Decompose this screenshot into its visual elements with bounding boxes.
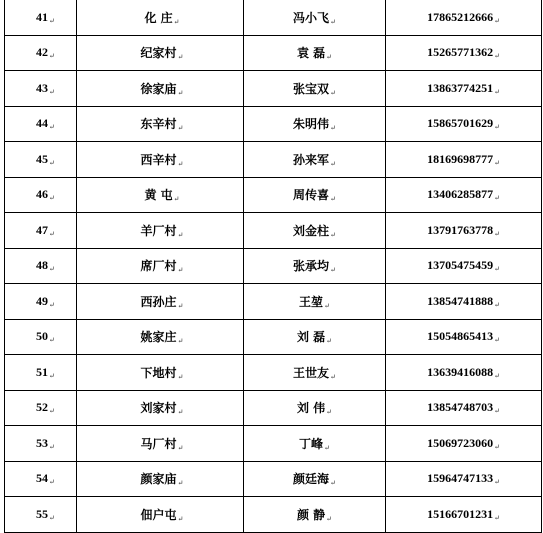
row-number-text: 45	[36, 151, 48, 166]
cell-end-mark-icon: ↵	[49, 87, 55, 96]
cell-end-mark-icon: ↵	[177, 408, 184, 417]
row-number-text: 50	[36, 329, 48, 344]
phone-text: 13705475459	[427, 258, 494, 273]
cell-end-mark-icon: ↵	[177, 301, 184, 310]
contact-name-text: 刘金柱	[293, 223, 330, 238]
village-cell	[77, 248, 244, 284]
cell-end-mark-icon: ↵	[49, 336, 55, 345]
village-text: 黄 屯	[144, 188, 173, 203]
cell-end-mark-icon: ↵	[173, 17, 180, 26]
cell-end-mark-icon: ↵	[330, 17, 336, 26]
cell-end-mark-icon: ↵	[177, 230, 184, 239]
cell-end-mark-icon: ↵	[177, 266, 184, 275]
contact-name-cell	[244, 106, 386, 142]
village-text: 佃户屯	[140, 507, 177, 522]
phone-text: 15166701231	[427, 506, 494, 521]
row-number-cell	[5, 461, 77, 497]
village-cell	[77, 497, 244, 533]
village-text: 羊厂村	[140, 223, 177, 238]
contact-name-cell	[244, 213, 386, 249]
contact-name-text: 袁 磊	[296, 46, 326, 61]
cell-end-mark-icon: ↵	[49, 229, 55, 238]
row-number-text: 53	[36, 435, 48, 450]
contact-name-text: 丁峰	[299, 436, 324, 451]
phone-cell	[386, 177, 542, 213]
cell-end-mark-icon: ↵	[326, 408, 333, 417]
phone-cell	[386, 426, 542, 462]
cell-end-mark-icon: ↵	[177, 88, 184, 97]
cell-end-mark-icon: ↵	[326, 337, 333, 346]
contact-name-cell	[244, 461, 386, 497]
phone-cell	[386, 497, 542, 533]
cell-end-mark-icon: ↵	[330, 266, 336, 275]
phone-cell	[386, 319, 542, 355]
contact-name-cell	[244, 497, 386, 533]
row-number-cell	[5, 106, 77, 142]
contact-name-text: 孙来军	[293, 152, 330, 167]
cell-end-mark-icon: ↵	[49, 16, 55, 25]
table-row	[5, 71, 542, 107]
village-cell	[77, 319, 244, 355]
contact-name-cell	[244, 71, 386, 107]
table-row	[5, 426, 542, 462]
village-text: 刘家村	[140, 401, 177, 416]
contact-table	[4, 0, 542, 533]
table-row	[5, 142, 542, 178]
contact-name-text: 张宝双	[293, 81, 330, 96]
contact-name-text: 颜 静	[296, 507, 326, 522]
row-number-cell	[5, 177, 77, 213]
cell-end-mark-icon: ↵	[330, 195, 336, 204]
row-number-cell	[5, 35, 77, 71]
cell-end-mark-icon: ↵	[330, 159, 336, 168]
cell-end-mark-icon: ↵	[330, 124, 336, 133]
phone-cell	[386, 106, 542, 142]
cell-end-mark-icon: ↵	[49, 265, 55, 274]
cell-end-mark-icon: ↵	[177, 337, 184, 346]
contact-name-cell	[244, 248, 386, 284]
phone-cell	[386, 390, 542, 426]
village-cell	[77, 284, 244, 320]
table-row	[5, 213, 542, 249]
row-number-cell	[5, 142, 77, 178]
cell-end-mark-icon: ↵	[49, 158, 55, 167]
cell-end-mark-icon: ↵	[173, 195, 180, 204]
cell-end-mark-icon: ↵	[49, 300, 55, 309]
cell-end-mark-icon: ↵	[49, 194, 55, 203]
row-number-cell	[5, 355, 77, 391]
phone-text: 13863774251	[427, 80, 494, 95]
cell-end-mark-icon: ↵	[494, 336, 500, 345]
village-cell	[77, 177, 244, 213]
phone-text: 15964747133	[427, 471, 494, 486]
row-number-cell	[5, 71, 77, 107]
contact-name-text: 王堃	[299, 294, 324, 309]
table-row	[5, 497, 542, 533]
row-number-text: 44	[36, 116, 48, 131]
row-number-text: 52	[36, 400, 48, 415]
cell-end-mark-icon: ↵	[494, 194, 500, 203]
village-text: 席厂村	[140, 259, 177, 274]
contact-name-text: 颜廷海	[293, 472, 330, 487]
cell-end-mark-icon: ↵	[177, 53, 184, 62]
village-text: 纪家村	[140, 46, 177, 61]
cell-end-mark-icon: ↵	[177, 443, 184, 452]
contact-name-text: 刘 伟	[296, 401, 326, 416]
contact-name-text: 刘 磊	[296, 330, 326, 345]
cell-end-mark-icon: ↵	[494, 407, 500, 416]
cell-end-mark-icon: ↵	[49, 52, 55, 61]
village-cell	[77, 355, 244, 391]
contact-name-text: 朱明伟	[293, 117, 330, 132]
cell-end-mark-icon: ↵	[494, 87, 500, 96]
contact-name-cell	[244, 0, 386, 35]
cell-end-mark-icon: ↵	[494, 371, 500, 380]
row-number-cell	[5, 213, 77, 249]
cell-end-mark-icon: ↵	[49, 123, 55, 132]
phone-text: 13791763778	[427, 222, 494, 237]
village-cell	[77, 0, 244, 35]
row-number-text: 54	[36, 471, 48, 486]
row-number-cell	[5, 0, 77, 35]
contact-name-cell	[244, 390, 386, 426]
phone-text: 15265771362	[427, 45, 494, 60]
contact-name-cell	[244, 426, 386, 462]
village-cell	[77, 426, 244, 462]
phone-text: 15054865413	[427, 329, 494, 344]
phone-cell	[386, 0, 542, 35]
cell-end-mark-icon: ↵	[177, 124, 184, 133]
row-number-cell	[5, 284, 77, 320]
cell-end-mark-icon: ↵	[494, 123, 500, 132]
contact-table-container	[4, 0, 541, 533]
row-number-text: 55	[36, 506, 48, 521]
village-text: 下地村	[140, 365, 177, 380]
village-cell	[77, 71, 244, 107]
village-text: 徐家庙	[140, 81, 177, 96]
village-text: 颜家庙	[140, 472, 177, 487]
village-cell	[77, 213, 244, 249]
cell-end-mark-icon: ↵	[494, 442, 500, 451]
row-number-cell	[5, 319, 77, 355]
table-row	[5, 284, 542, 320]
cell-end-mark-icon: ↵	[494, 478, 500, 487]
row-number-text: 49	[36, 293, 48, 308]
contact-name-cell	[244, 35, 386, 71]
village-cell	[77, 106, 244, 142]
cell-end-mark-icon: ↵	[49, 442, 55, 451]
row-number-text: 51	[36, 364, 48, 379]
row-number-cell	[5, 248, 77, 284]
phone-text: 13854748703	[427, 400, 494, 415]
row-number-cell	[5, 497, 77, 533]
village-cell	[77, 142, 244, 178]
row-number-cell	[5, 390, 77, 426]
phone-cell	[386, 461, 542, 497]
phone-cell	[386, 35, 542, 71]
phone-text: 15865701629	[427, 116, 494, 131]
row-number-text: 42	[36, 45, 48, 60]
phone-cell	[386, 142, 542, 178]
cell-end-mark-icon: ↵	[494, 158, 500, 167]
phone-text: 13854741888	[427, 293, 494, 308]
contact-name-cell	[244, 177, 386, 213]
cell-end-mark-icon: ↵	[494, 52, 500, 61]
phone-text: 13639416088	[427, 364, 494, 379]
table-row	[5, 319, 542, 355]
cell-end-mark-icon: ↵	[330, 88, 336, 97]
cell-end-mark-icon: ↵	[494, 229, 500, 238]
table-row	[5, 390, 542, 426]
contact-name-cell	[244, 319, 386, 355]
cell-end-mark-icon: ↵	[177, 514, 184, 523]
cell-end-mark-icon: ↵	[326, 53, 333, 62]
cell-end-mark-icon: ↵	[49, 371, 55, 380]
cell-end-mark-icon: ↵	[49, 478, 55, 487]
row-number-text: 46	[36, 187, 48, 202]
row-number-cell	[5, 426, 77, 462]
row-number-text: 43	[36, 80, 48, 95]
row-number-text: 41	[36, 9, 48, 24]
row-number-text: 47	[36, 222, 48, 237]
village-text: 东辛村	[140, 117, 177, 132]
cell-end-mark-icon: ↵	[324, 301, 330, 310]
cell-end-mark-icon: ↵	[494, 300, 500, 309]
cell-end-mark-icon: ↵	[330, 372, 336, 381]
village-cell	[77, 35, 244, 71]
cell-end-mark-icon: ↵	[494, 265, 500, 274]
cell-end-mark-icon: ↵	[177, 479, 184, 488]
cell-end-mark-icon: ↵	[177, 372, 184, 381]
cell-end-mark-icon: ↵	[177, 159, 184, 168]
phone-text: 15069723060	[427, 435, 494, 450]
contact-name-text: 王世友	[293, 365, 330, 380]
table-row	[5, 355, 542, 391]
cell-end-mark-icon: ↵	[330, 479, 336, 488]
table-body	[5, 0, 542, 532]
phone-cell	[386, 248, 542, 284]
row-number-text: 48	[36, 258, 48, 273]
village-text: 西辛村	[140, 152, 177, 167]
phone-cell	[386, 355, 542, 391]
phone-text: 13406285877	[427, 187, 494, 202]
cell-end-mark-icon: ↵	[324, 443, 330, 452]
cell-end-mark-icon: ↵	[326, 514, 333, 523]
cell-end-mark-icon: ↵	[330, 230, 336, 239]
cell-end-mark-icon: ↵	[49, 407, 55, 416]
phone-cell	[386, 284, 542, 320]
village-text: 化 庄	[144, 10, 173, 25]
village-text: 马厂村	[140, 436, 177, 451]
contact-name-cell	[244, 355, 386, 391]
village-cell	[77, 461, 244, 497]
village-text: 西孙庄	[140, 294, 177, 309]
contact-name-cell	[244, 142, 386, 178]
table-row	[5, 106, 542, 142]
cell-end-mark-icon: ↵	[494, 513, 500, 522]
phone-text: 17865212666	[427, 9, 494, 24]
table-row	[5, 35, 542, 71]
table-row	[5, 177, 542, 213]
phone-cell	[386, 71, 542, 107]
cell-end-mark-icon: ↵	[49, 513, 55, 522]
contact-name-text: 张承均	[293, 259, 330, 274]
table-row	[5, 0, 542, 35]
contact-name-text: 冯小飞	[293, 10, 330, 25]
contact-name-cell	[244, 284, 386, 320]
cell-end-mark-icon: ↵	[494, 16, 500, 25]
village-cell	[77, 390, 244, 426]
village-text: 姚家庄	[140, 330, 177, 345]
table-row	[5, 461, 542, 497]
phone-text: 18169698777	[427, 151, 494, 166]
table-row	[5, 248, 542, 284]
contact-name-text: 周传喜	[293, 188, 330, 203]
phone-cell	[386, 213, 542, 249]
